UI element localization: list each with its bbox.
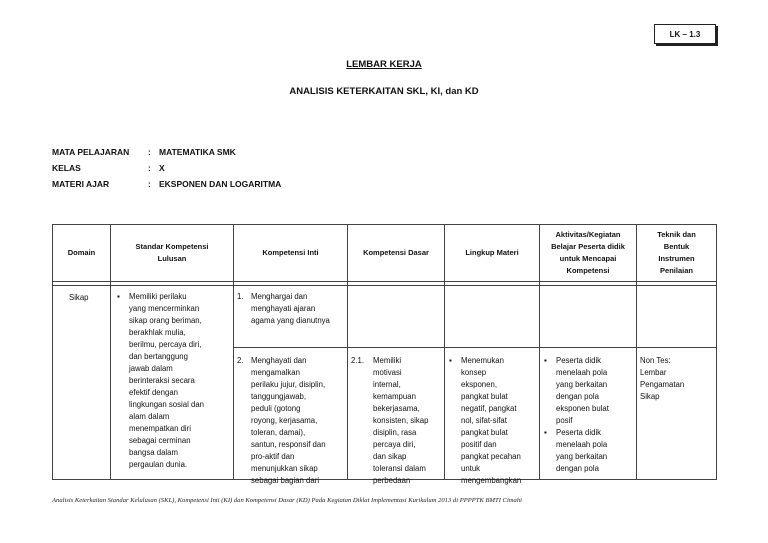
header-domain: Domain xyxy=(53,225,111,282)
ki-item-2: 2. Menghayati dan mengamalkan perilaku jujur, disiplin, tanggungjawab, peduli (gotong royong, kerjasama, toleran, damai), santun, responsif dan pro-aktif dan menunjukkan sikap sebagai bagian dari xyxy=(237,356,326,485)
kd-item: 2.1. Memiliki motivasi internal, kemampuan bekerjasama, konsisten, sikap disiplin, rasa percaya diri, dan sikap toleransi dalam perbedaan xyxy=(351,356,429,485)
bullet-icon: ▪ xyxy=(117,292,120,301)
bullet-icon: ▪ xyxy=(544,356,547,365)
page-subtitle: ANALISIS KETERKAITAN SKL, KI, dan KD xyxy=(289,86,479,97)
activity-item-1: ▪ Peserta didik menelaah pola yang berkaitan dengan pola eksponen bulat posif xyxy=(544,356,609,425)
cell-domain: Sikap xyxy=(53,286,111,480)
ki-divider xyxy=(234,347,347,348)
assessment-text: Non Tes: Lembar Pengamatan Sikap xyxy=(640,356,685,401)
teknik-divider xyxy=(637,347,716,348)
meta-colon: : xyxy=(148,163,151,173)
bullet-icon: ▪ xyxy=(449,356,452,365)
kd-divider xyxy=(348,347,444,348)
skl-text: Memiliki perilaku yang mencerminkan sikap orang beriman, berakhlak mulia, berilmu, percaya diri, dan bertanggung jawab dalam berinteraksi secara efektif dengan lingkungan sosial dan alam dalam menempatkan diri sebagai cerminan bangsa dalam pergaulan dunia. xyxy=(129,292,204,469)
meta-colon: : xyxy=(148,147,151,157)
header-kd: Kompetensi Dasar xyxy=(348,225,445,282)
page-title: LEMBAR KERJA xyxy=(346,59,422,70)
analysis-table xyxy=(52,224,717,485)
lm-divider xyxy=(445,347,539,348)
lk-label: LK – 1.3 xyxy=(669,29,701,39)
page-footer: Analisis Keterkaitan Standar Kelulusan (SKL), Kompetensi Inti (KI) dan Kompetensi Dasar (KD) Pada Kegiatan Diklat Implementasi Kurikulum 2013 di PPPPTK BMTI Cimahi xyxy=(52,497,522,504)
meta-value: EKSPONEN DAN LOGARITMA xyxy=(159,179,282,189)
meta-key: KELAS xyxy=(52,163,81,173)
cell-kd xyxy=(348,286,445,485)
cell-skl xyxy=(111,286,234,480)
cell-assessment xyxy=(637,286,717,480)
meta-colon: : xyxy=(148,179,151,189)
meta-value: MATEMATIKA SMK xyxy=(159,147,236,157)
table-header-row xyxy=(53,225,717,282)
header-ki: Kompetensi Inti xyxy=(234,225,348,282)
meta-key: MATERI AJAR xyxy=(52,179,110,189)
meta-key: MATA PELAJARAN xyxy=(52,147,130,157)
header-lingkup-materi: Lingkup Materi xyxy=(445,225,540,282)
meta-value: X xyxy=(159,163,165,173)
table-row xyxy=(53,286,717,480)
activity-item-2: ▪ Peserta didik menelaah pola yang berkaitan dengan pola xyxy=(544,428,608,473)
bullet-icon: ▪ xyxy=(544,428,547,437)
lm-item: ▪ Menemukan konsep eksponen, pangkat bulat negatif, pangkat nol, sifat-sifat pangkat bulat positif dan pangkat pecahan untuk mengembangkan xyxy=(449,356,522,485)
lk-label-box xyxy=(654,24,716,44)
cell-activity xyxy=(540,286,637,480)
header-assessment: Teknik dan Bentuk Instrumen Penilaian xyxy=(637,225,717,282)
header-activity: Aktivitas/Kegiatan Belajar Peserta didik untuk Mencapai Kompetensi xyxy=(540,225,637,282)
act-divider xyxy=(540,347,636,348)
cell-lingkup-materi xyxy=(445,286,540,485)
ki-item-1: 1. Menghargai dan menghayati ajaran agama yang dianutnya xyxy=(237,292,330,325)
header-skl: Standar Kompetensi Lulusan xyxy=(111,225,234,282)
cell-ki xyxy=(234,286,348,485)
